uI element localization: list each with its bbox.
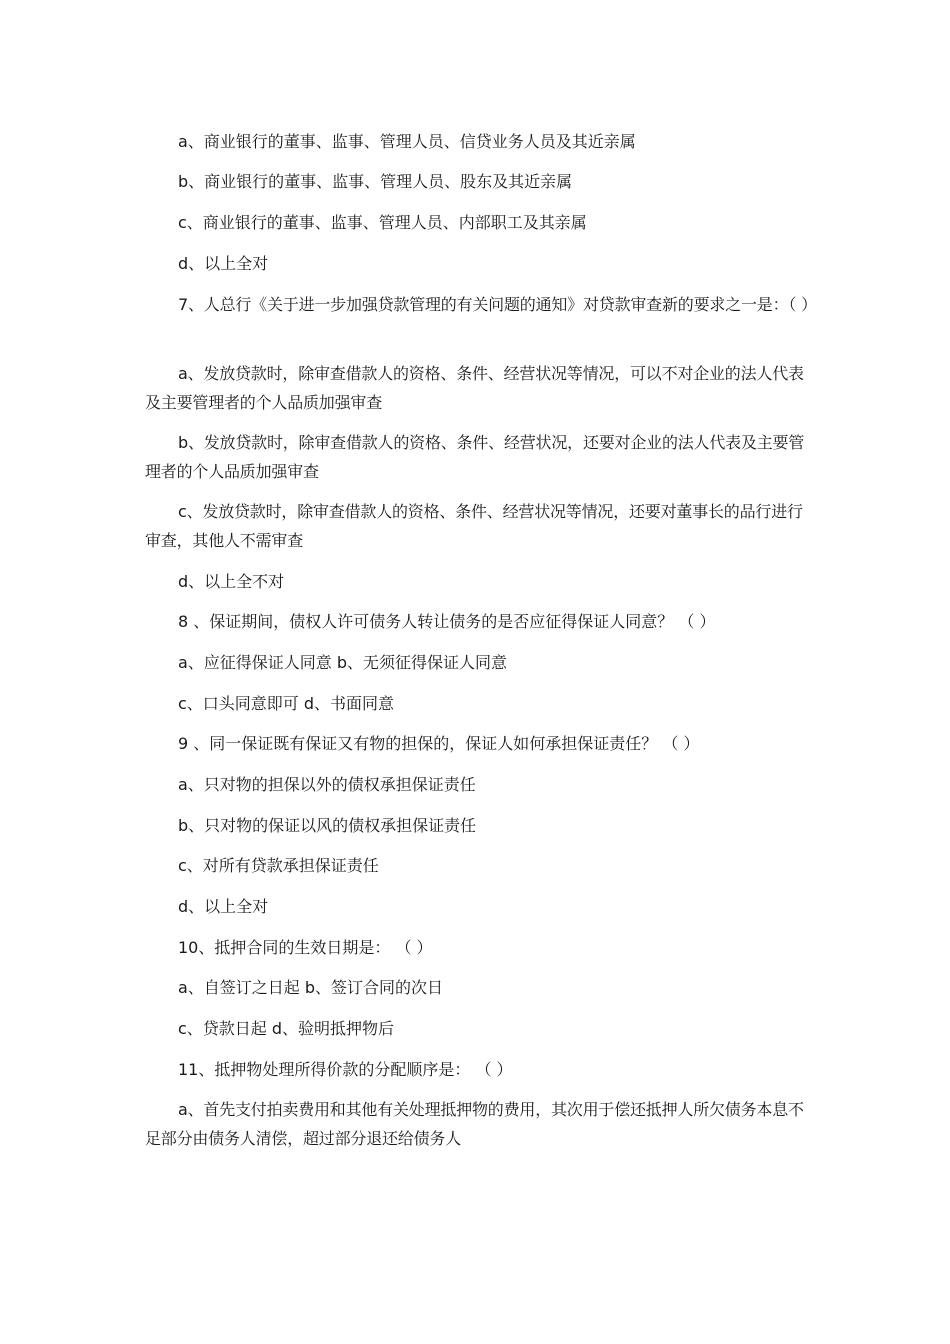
option-a-q6: a、商业银行的董事、监事、管理人员、信贷业务人员及其近亲属 (178, 132, 636, 151)
options-ab-q10: a、自签订之日起 b、签订合同的次日 (178, 978, 444, 997)
option-a-q7: a、发放贷款时，除审查借款人的资格、条件、经营状况等情况，可以不对企业的法人代表及主要管理者的个人品质加强审查 (145, 364, 804, 412)
question-8: 8 、保证期间，债权人许可债务人转让债务的是否应征得保证人同意？ （ ） (178, 612, 716, 631)
option-b-q6: b、商业银行的董事、监事、管理人员、股东及其近亲属 (178, 172, 573, 191)
option-d-q9: d、以上全对 (178, 897, 269, 916)
option-d-q6: d、以上全对 (178, 254, 269, 273)
question-7: 7、人总行《关于进一步加强贷款管理的有关问题的通知》对贷款审查新的要求之一是：（ ） (178, 295, 817, 314)
option-c-q9: c、对所有贷款承担保证责任 (178, 856, 379, 875)
option-d-q7: d、以上全不对 (178, 572, 285, 591)
options-cd-q8: c、口头同意即可 d、书面同意 (178, 694, 395, 713)
options-cd-q10: c、贷款日起 d、验明抵押物后 (178, 1019, 395, 1038)
options-ab-q8: a、应征得保证人同意 b、无须征得保证人同意 (178, 653, 508, 672)
option-b-q9: b、只对物的保证以风的债权承担保证责任 (178, 816, 477, 835)
question-11: 11、抵押物处理所得价款的分配顺序是： （ ） (178, 1060, 513, 1079)
option-b-q7: b、发放贷款时，除审查借款人的资格、条件、经营状况，还要对企业的法人代表及主要管理者的个人品质加强审查 (145, 433, 805, 481)
option-c-q7: c、发放贷款时，除审查借款人的资格、条件、经营状况等情况，还要对董事长的品行进行审查，其他人不需审查 (145, 502, 803, 550)
option-a-q11: a、首先支付拍卖费用和其他有关处理抵押物的费用，其次用于偿还抵押人所欠债务本息不足部分由债务人清偿，超过部分退还给债务人 (145, 1100, 804, 1148)
option-a-q9: a、只对物的担保以外的债权承担保证责任 (178, 775, 476, 794)
option-c-q6: c、商业银行的董事、监事、管理人员、内部职工及其亲属 (178, 213, 587, 232)
question-9: 9 、同一保证既有保证又有物的担保的，保证人如何承担保证责任？ （ ） (178, 734, 700, 753)
question-10: 10、抵押合同的生效日期是： （ ） (178, 938, 433, 957)
